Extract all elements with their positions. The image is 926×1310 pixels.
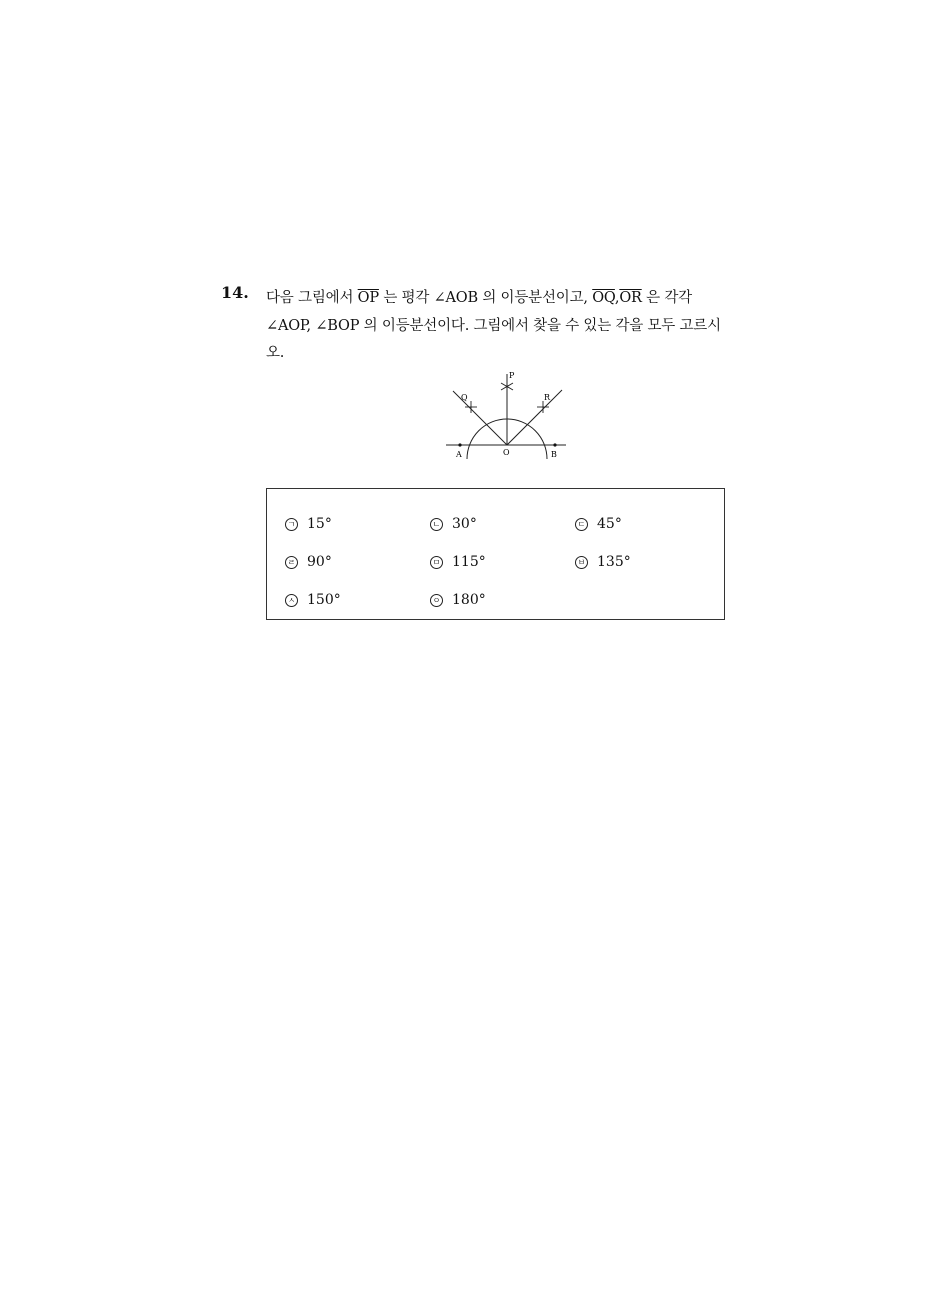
choice-mark: ㅁ: [430, 556, 443, 569]
problem-stem-line-2: ∠AOP, ∠BOP 의 이등분선이다. 그림에서 찾을 수 있는 각을 모두 고르시: [266, 318, 721, 334]
choice-mark: ㅇ: [430, 594, 443, 607]
angle-bisector-figure: [440, 366, 575, 463]
point-a: [458, 443, 461, 446]
choice-item: [575, 516, 622, 532]
choice-item: [575, 554, 631, 570]
choice-mark: ㅅ: [285, 594, 298, 607]
label-o: O: [503, 448, 510, 457]
choice-box: [266, 488, 725, 620]
choice-mark: ㅂ: [575, 556, 588, 569]
label-a: A: [456, 450, 462, 459]
choice-mark: ㄷ: [575, 518, 588, 531]
construction-mark-q: [465, 401, 477, 413]
choice-value: 180°: [452, 592, 486, 608]
choice-value: 90°: [307, 554, 332, 570]
construction-mark-r: [537, 401, 549, 413]
choice-mark: ㄹ: [285, 556, 298, 569]
choice-mark: ㄴ: [430, 518, 443, 531]
choice-mark: ㄱ: [285, 518, 298, 531]
problem-stem-line-3: 오.: [266, 345, 285, 361]
choice-value: 135°: [597, 554, 631, 570]
stem-comma: ,: [614, 290, 620, 306]
segment-oq: $\overline{OQ}$: [592, 290, 615, 306]
choice-item: [430, 554, 486, 570]
problem-number: 14.: [221, 283, 249, 302]
choice-value: 150°: [307, 592, 341, 608]
stem-text: 은 각각: [641, 290, 692, 306]
label-p: P: [509, 371, 515, 380]
ray-or: [507, 390, 562, 445]
stem-text: 는 평각 ∠AOB 의 이등분선이고,: [378, 290, 593, 306]
stem-text: 다음 그림에서: [266, 290, 358, 306]
choice-value: 45°: [597, 516, 622, 532]
choice-item: [285, 592, 341, 608]
label-r: R: [544, 393, 551, 402]
choice-item: [430, 516, 477, 532]
segment-op: $\overline{OP}$: [357, 290, 379, 306]
label-b: B: [551, 450, 557, 459]
segment-or: $\overline{OR}$: [619, 290, 642, 306]
choice-value: 30°: [452, 516, 477, 532]
label-q: Q: [461, 393, 468, 402]
choice-item: [285, 554, 332, 570]
choice-value: 115°: [452, 554, 486, 570]
problem-stem-line-1: [266, 286, 692, 307]
choice-item: [430, 592, 486, 608]
choice-value: 15°: [307, 516, 332, 532]
point-b: [553, 443, 556, 446]
choice-item: [285, 516, 332, 532]
